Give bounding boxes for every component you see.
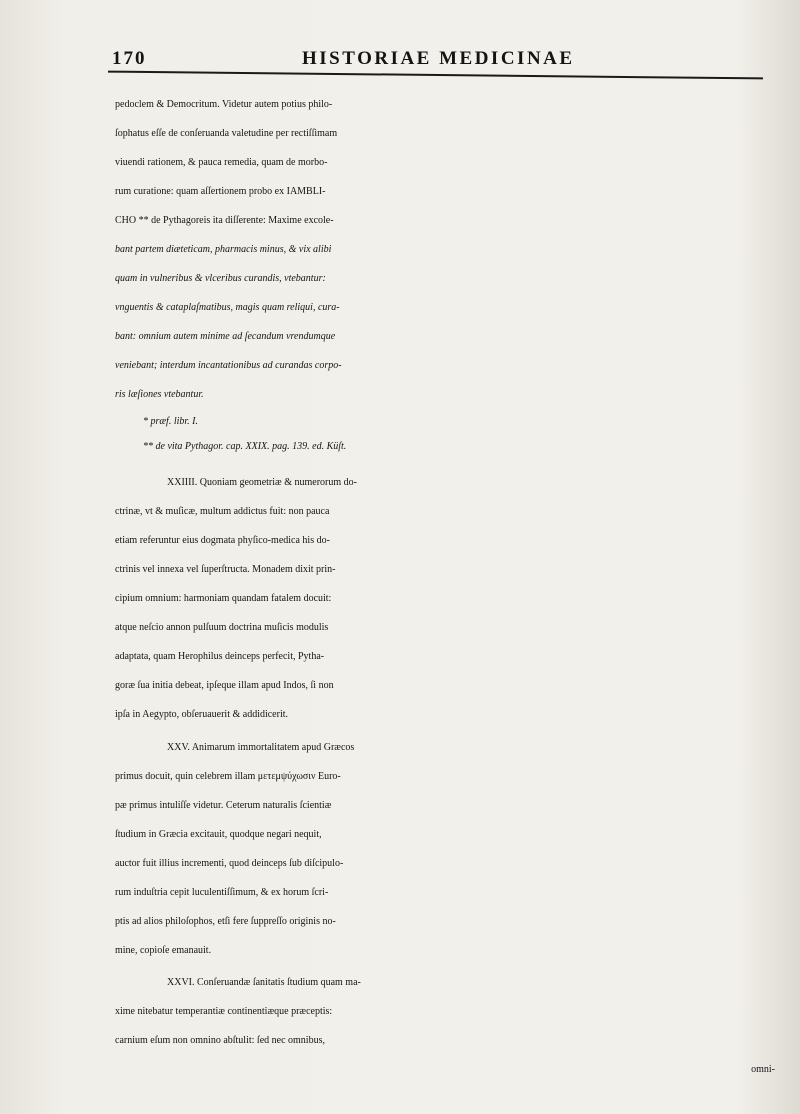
text-line: ſophatus eſſe de conſeruanda valetudine per rectiſſimam [115,128,338,139]
paragraph-continuation [115,90,775,459]
quote-line: bant: omnium autem minime ad ſecandum vrendumque [115,331,336,342]
text-line: ctrinæ, vt & muſicæ, multum addictus fuit: non pauca [115,506,330,517]
quote-line: quam in vulneribus & vlceribus curandis, vtebantur: [115,273,326,284]
section-xxiiii [115,468,775,729]
quote-line: bant partem diæteticam, pharmacis minus, & vix alibi [115,244,332,255]
text-line: adaptata, quam Herophilus deinceps perfecit, Pytha- [115,651,325,662]
text-line: ſtudium in Græcia excitauit, quodque negari nequit, [115,829,322,840]
text-line: etiam referuntur eius dogmata phyſico-medica his do- [115,535,330,546]
text-line: goræ ſua initia debeat, ipſeque illam apud Indos, ſi non [115,680,334,691]
text-line: cipium omnium: harmoniam quandam fatalem docuit: [115,593,332,604]
text-line: pæ primus intuliſſe videtur. Ceterum naturalis ſcientiæ [115,800,332,811]
section-first-line: XXVI. Conſeruandæ ſanitatis ſtudium quam ma- [167,977,361,988]
footnote: ** de vita Pythagor. cap. XXIX. pag. 139. ed. Küſt. [143,441,347,452]
quote-line: ris læſiones vtebantur. [115,389,204,400]
section-first-line: XXV. Animarum immortalitatem apud Græcos [167,742,355,753]
text-line: ipſa in Aegypto, obſeruauerit & addidicerit. [115,709,289,720]
text-line: rum induſtria cepit luculentiſſimum, & ex horum ſcri- [115,887,329,898]
quote-line: vnguentis & cataplaſmatibus, magis quam reliqui, cura- [115,302,340,313]
page-number: 170 [112,48,147,69]
quote-line: veniebant; interdum incantationibus ad curandas corpo- [115,360,342,371]
text-line: mine, copioſe emanauit. [115,945,212,956]
text-line: xime nitebatur temperantiæ continentiæque præceptis: [115,1006,333,1017]
text-line: auctor fuit illius incrementi, quod deinceps ſub diſcipulo- [115,858,344,869]
text-line: carnium eſum non omnino abſtulit: ſed nec omnibus, [115,1035,325,1046]
text-line: rum curatione: quam aſſertionem probo ex IAMBLI- [115,186,326,197]
running-head: HISTORIAE MEDICINAE [302,48,575,69]
text-line: atque neſcio annon pulſuum doctrina muſicis modulis [115,622,329,633]
catchword: omni- [751,1064,775,1075]
text-line: viuendi rationem, & pauca remedia, quam de morbo- [115,157,328,168]
section-first-line: XXIIII. Quoniam geometriæ & numerorum do- [167,477,357,488]
section-xxv [115,733,775,965]
text-line: ptis ad alios philoſophos, etſi fere ſuppreſſo originis no- [115,916,336,927]
text-line: pedoclem & Democritum. Videtur autem potius philo- [115,99,333,110]
section-xxvi [115,968,775,1084]
text-line: CHO ** de Pythagoreis ita diſſerente: Maxime excole- [115,215,334,226]
footnote: * præf. libr. I. [143,416,199,427]
text-line: primus docuit, quin celebrem illam μετεμψύχωσιν Euro- [115,771,341,782]
text-line: ctrinis vel innexa vel ſuperſtructa. Monadem dixit prin- [115,564,336,575]
